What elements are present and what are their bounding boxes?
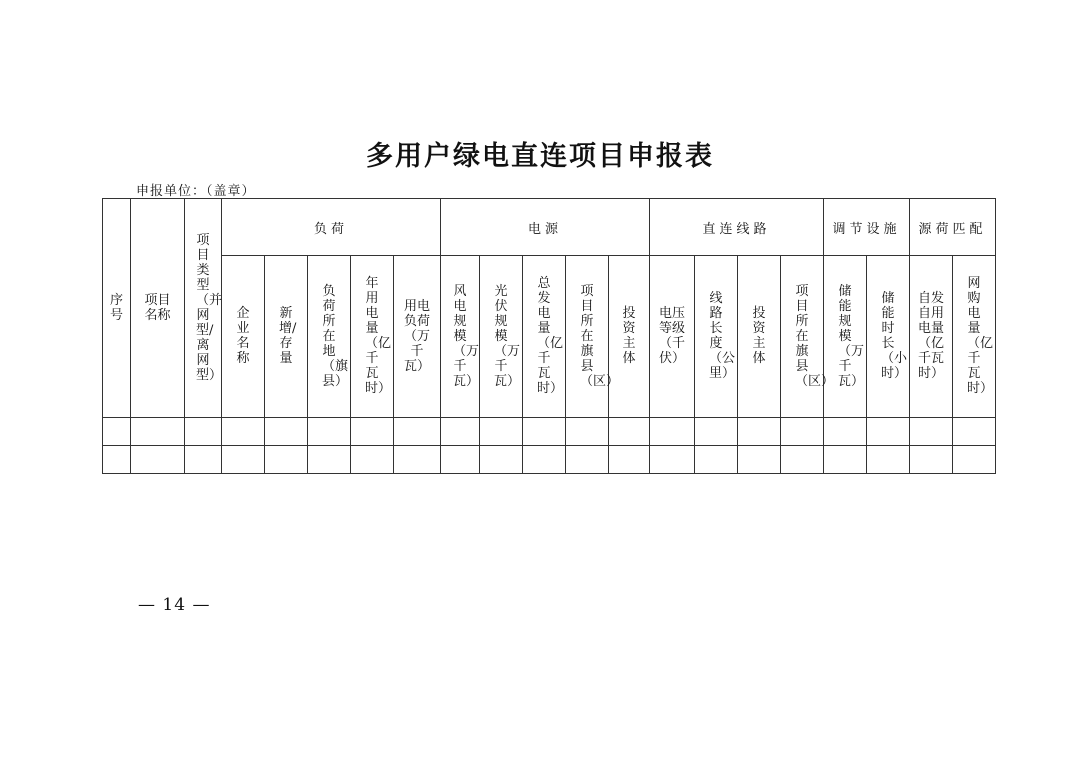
table-cell[interactable] <box>185 446 222 474</box>
page-title: 多用户绿电直连项目申报表 <box>366 141 714 172</box>
table-cell[interactable] <box>394 418 441 446</box>
col-project-type: 项目类型（并网型/离网型） <box>185 199 222 418</box>
table-cell[interactable] <box>781 418 824 446</box>
table-cell[interactable] <box>441 446 480 474</box>
table-cell[interactable] <box>695 418 738 446</box>
col-line-length: 线路长度（公里） <box>695 256 738 418</box>
table-row <box>103 418 996 446</box>
page-number: — 14 — <box>138 595 211 615</box>
col-new-existing: 新增/存量 <box>265 256 308 418</box>
col-seq: 序号 <box>103 199 131 418</box>
col-total-generation: 总发电量（亿千瓦时） <box>523 256 566 418</box>
group-direct-line: 直连线路 <box>650 199 824 256</box>
col-annual-usage: 年用电量（亿千瓦时） <box>351 256 394 418</box>
table-cell[interactable] <box>523 418 566 446</box>
table-cell[interactable] <box>824 418 867 446</box>
table-cell[interactable] <box>131 418 185 446</box>
col-project-county: 项目所在旗县（区） <box>566 256 609 418</box>
table-cell[interactable] <box>222 446 265 474</box>
table-cell[interactable] <box>566 446 609 474</box>
col-storage-duration: 储能时长（小时） <box>867 256 910 418</box>
table-cell[interactable] <box>910 418 953 446</box>
table-cell[interactable] <box>953 446 996 474</box>
col-load-location: 负荷所在地（旗县） <box>308 256 351 418</box>
table-cell[interactable] <box>103 446 131 474</box>
table-cell[interactable] <box>650 418 695 446</box>
table-cell[interactable] <box>781 446 824 474</box>
col-solar-scale: 光伏规模（万千瓦） <box>480 256 523 418</box>
table-cell[interactable] <box>480 446 523 474</box>
table-cell[interactable] <box>523 446 566 474</box>
table-cell[interactable] <box>265 446 308 474</box>
table-cell[interactable] <box>131 446 185 474</box>
table-cell[interactable] <box>824 446 867 474</box>
table-cell[interactable] <box>351 418 394 446</box>
table-cell[interactable] <box>910 446 953 474</box>
col-line-county: 项目所在旗县（区） <box>781 256 824 418</box>
table-cell[interactable] <box>867 418 910 446</box>
col-wind-scale: 风电规模（万千瓦） <box>441 256 480 418</box>
col-company: 企业名称 <box>222 256 265 418</box>
table-cell[interactable] <box>953 418 996 446</box>
table-cell[interactable] <box>867 446 910 474</box>
table-cell[interactable] <box>103 418 131 446</box>
col-investor-line: 投资主体 <box>738 256 781 418</box>
table-cell[interactable] <box>308 418 351 446</box>
group-load: 负荷 <box>222 199 441 256</box>
table-cell[interactable] <box>222 418 265 446</box>
reporting-unit-label: 申报单位：（盖章） <box>136 184 256 199</box>
group-regulation: 调节设施 <box>824 199 910 256</box>
col-grid-purchase: 网购电量（亿千瓦时） <box>953 256 996 418</box>
table-cell[interactable] <box>609 418 650 446</box>
table-cell[interactable] <box>650 446 695 474</box>
col-project-name: 项目名称 <box>131 199 185 418</box>
table-cell[interactable] <box>566 418 609 446</box>
col-load-capacity: 用电负荷（万千瓦） <box>394 256 441 418</box>
table-row <box>103 446 996 474</box>
table-cell[interactable] <box>738 418 781 446</box>
table-cell[interactable] <box>185 418 222 446</box>
application-table <box>102 198 996 474</box>
col-voltage: 电压等级（千伏） <box>650 256 695 418</box>
col-self-use: 自发自用电量（亿千瓦时） <box>910 256 953 418</box>
group-matching: 源荷匹配 <box>910 199 996 256</box>
table-cell[interactable] <box>308 446 351 474</box>
table-cell[interactable] <box>351 446 394 474</box>
col-investor-power: 投资主体 <box>609 256 650 418</box>
table-cell[interactable] <box>738 446 781 474</box>
table-cell[interactable] <box>609 446 650 474</box>
table-cell[interactable] <box>265 418 308 446</box>
table-cell[interactable] <box>480 418 523 446</box>
table-cell[interactable] <box>394 446 441 474</box>
col-storage-scale: 储能规模（万千瓦） <box>824 256 867 418</box>
table-cell[interactable] <box>441 418 480 446</box>
group-power: 电源 <box>441 199 650 256</box>
table-cell[interactable] <box>695 446 738 474</box>
